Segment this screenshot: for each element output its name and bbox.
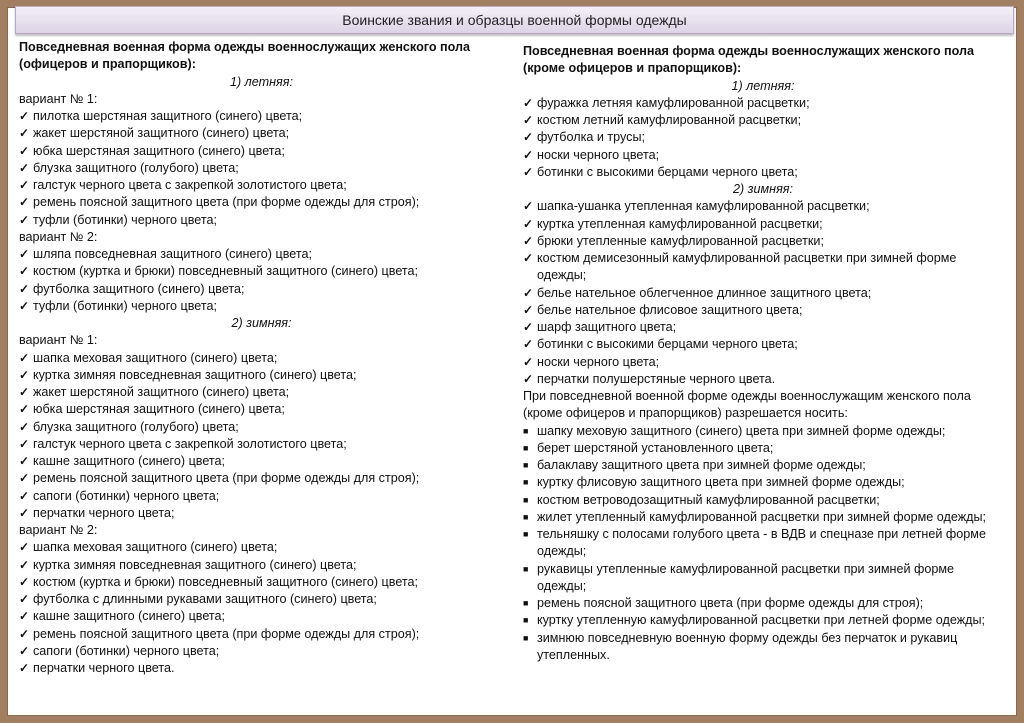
left-summer-v1-list bbox=[19, 108, 504, 229]
checkmark-icon: ✓ bbox=[19, 505, 30, 520]
list-item bbox=[523, 457, 1003, 474]
slide-title-bar bbox=[15, 6, 1014, 34]
left-winter-v1-label: вариант № 1: bbox=[19, 333, 98, 348]
list-item-text: перчатки черного цвета; bbox=[33, 505, 175, 520]
list-item bbox=[523, 319, 1003, 336]
checkmark-icon: ✓ bbox=[19, 281, 30, 296]
list-item-text: жилет утепленный камуфлированной расцветки при зимней форме одежды; bbox=[537, 509, 987, 524]
list-item bbox=[19, 643, 504, 660]
list-item bbox=[523, 630, 1003, 665]
checkmark-icon: ✓ bbox=[523, 113, 534, 127]
list-item-text: шарф защитного цвета; bbox=[537, 320, 677, 334]
checkmark-icon: ✓ bbox=[19, 592, 30, 606]
list-item-text: сапоги (ботинки) черного цвета; bbox=[33, 643, 220, 658]
square-bullet-icon: ■ bbox=[523, 632, 529, 643]
checkmark-icon: ✓ bbox=[523, 285, 534, 300]
list-item-text: кашне защитного (синего) цвета; bbox=[33, 609, 226, 624]
checkmark-icon: ✓ bbox=[19, 626, 30, 641]
square-bullet-icon: ■ bbox=[523, 529, 529, 539]
list-item-text: перчатки черного цвета. bbox=[33, 661, 175, 675]
list-item bbox=[19, 246, 504, 263]
list-item-text: ремень поясной защитного цвета (при форме одежды для строя); bbox=[537, 596, 924, 610]
list-item bbox=[523, 526, 1003, 561]
list-item-text: шапка меховая защитного (синего) цвета; bbox=[33, 540, 278, 555]
list-item-text: куртку флисовую защитного цвета при зимней форме одежды; bbox=[537, 475, 905, 490]
list-item-text: носки черного цвета; bbox=[537, 354, 660, 369]
list-item-text: перчатки полушерстяные черного цвета. bbox=[537, 371, 776, 386]
list-item bbox=[19, 263, 504, 280]
list-item-text: фуражка летняя камуфлированной расцветки; bbox=[537, 95, 810, 110]
list-item-text: туфли (ботинки) черного цвета; bbox=[33, 212, 217, 227]
list-item bbox=[19, 660, 504, 677]
checkmark-icon: ✓ bbox=[19, 298, 30, 313]
checkmark-icon: ✓ bbox=[523, 95, 534, 110]
checkmark-icon: ✓ bbox=[19, 402, 30, 417]
list-item bbox=[19, 367, 504, 384]
checkmark-icon: ✓ bbox=[523, 216, 534, 231]
list-item bbox=[19, 436, 504, 453]
list-item-text: белье нательное флисовое защитного цвета; bbox=[537, 302, 803, 317]
list-item bbox=[19, 212, 504, 229]
list-item bbox=[19, 143, 504, 160]
list-item bbox=[523, 147, 1003, 164]
left-column bbox=[19, 39, 504, 677]
square-bullet-icon: ■ bbox=[523, 460, 529, 470]
list-item bbox=[19, 194, 504, 211]
checkmark-icon: ✓ bbox=[523, 320, 534, 334]
list-item bbox=[19, 177, 504, 194]
checkmark-icon: ✓ bbox=[523, 130, 534, 145]
checkmark-icon: ✓ bbox=[19, 454, 30, 468]
list-item bbox=[19, 488, 504, 505]
list-item-text: ботинки с высокими берцами черного цвета; bbox=[537, 164, 798, 179]
slide-title: Воинские звания и образцы военной формы одежды bbox=[342, 12, 687, 28]
list-item bbox=[523, 302, 1003, 319]
list-item-text: футболка защитного (синего) цвета; bbox=[33, 281, 245, 296]
checkmark-icon: ✓ bbox=[523, 251, 534, 265]
list-item-text: брюки утепленные камуфлированной расцветки; bbox=[537, 233, 824, 248]
checkmark-icon: ✓ bbox=[523, 199, 534, 214]
square-bullet-icon: ■ bbox=[523, 425, 529, 436]
list-item-text: балаклаву защитного цвета при зимней форме одежды; bbox=[537, 458, 866, 472]
list-item-text: галстук черного цвета с закрепкой золотистого цвета; bbox=[33, 436, 347, 451]
list-item bbox=[523, 371, 1003, 388]
square-bullet-icon: ■ bbox=[523, 615, 529, 626]
list-item bbox=[19, 419, 504, 436]
list-item bbox=[19, 298, 504, 315]
checkmark-icon: ✓ bbox=[19, 367, 30, 382]
checkmark-icon: ✓ bbox=[19, 661, 30, 675]
list-item-text: блузка защитного (голубого) цвета; bbox=[33, 419, 239, 434]
list-item-text: берет шерстяной установленного цвета; bbox=[537, 440, 774, 455]
list-item-text: жакет шерстяной защитного (синего) цвета; bbox=[33, 126, 290, 141]
list-item bbox=[19, 574, 504, 591]
list-item bbox=[19, 591, 504, 608]
checkmark-icon: ✓ bbox=[19, 264, 30, 279]
left-winter-v1-list bbox=[19, 350, 504, 523]
checkmark-icon: ✓ bbox=[19, 126, 30, 141]
left-heading: Повседневная военная форма одежды военнослужащих женского пола (офицеров и прапорщиков): bbox=[19, 40, 471, 72]
list-item bbox=[523, 474, 1003, 491]
checkmark-icon: ✓ bbox=[19, 557, 30, 572]
square-bullet-icon: ■ bbox=[523, 442, 529, 453]
list-item bbox=[19, 626, 504, 643]
list-item bbox=[523, 233, 1003, 250]
left-winter-label: 2) зимняя: bbox=[231, 316, 292, 330]
square-bullet-icon: ■ bbox=[523, 477, 529, 488]
list-item-text: куртка утепленная камуфлированной расцветки; bbox=[537, 216, 823, 231]
left-summer-label: 1) летняя: bbox=[229, 74, 294, 89]
list-item bbox=[523, 561, 1003, 596]
list-item-text: белье нательное облегченное длинное защитного цвета; bbox=[537, 285, 872, 300]
left-winter-v2-list bbox=[19, 539, 504, 677]
list-item-text: футболка с длинными рукавами защитного (синего) цвета; bbox=[33, 592, 377, 606]
list-item-text: шапку меховую защитного (синего) цвета при зимней форме одежды; bbox=[537, 423, 946, 438]
left-winter-v2-label: вариант № 2: bbox=[19, 523, 98, 537]
checkmark-icon: ✓ bbox=[523, 371, 534, 386]
list-item-text: костюм летний камуфлированной расцветки; bbox=[537, 113, 802, 127]
list-item bbox=[19, 470, 504, 487]
list-item bbox=[523, 492, 1003, 509]
square-bullet-icon: ■ bbox=[523, 598, 529, 608]
square-bullet-icon: ■ bbox=[523, 563, 529, 574]
list-item-text: тельняшку с полосами голубого цвета - в ВДВ и спецназе при летней форме одежды; bbox=[537, 527, 986, 559]
checkmark-icon: ✓ bbox=[523, 147, 534, 162]
list-item bbox=[19, 108, 504, 125]
list-item bbox=[523, 250, 1003, 285]
checkmark-icon: ✓ bbox=[19, 419, 30, 434]
list-item bbox=[523, 164, 1003, 181]
checkmark-icon: ✓ bbox=[19, 574, 30, 589]
list-item bbox=[523, 112, 1003, 129]
square-bullet-icon: ■ bbox=[523, 494, 529, 505]
checkmark-icon: ✓ bbox=[19, 160, 30, 175]
list-item-text: ремень поясной защитного цвета (при форме одежды для строя); bbox=[33, 195, 420, 210]
list-item bbox=[523, 129, 1003, 146]
list-item-text: шляпа повседневная защитного (синего) цвета; bbox=[33, 247, 312, 261]
checkmark-icon: ✓ bbox=[19, 540, 30, 555]
list-item bbox=[523, 595, 1003, 612]
list-item-text: зимнюю повседневную военную форму одежды без перчаток и рукавиц утепленных. bbox=[537, 630, 958, 662]
list-item-text: шапка-ушанка утепленная камуфлированной расцветки; bbox=[537, 199, 870, 214]
list-item-text: сапоги (ботинки) черного цвета; bbox=[33, 488, 220, 503]
list-item-text: костюм (куртка и брюки) повседневный защитного (синего) цвета; bbox=[33, 574, 419, 589]
list-item bbox=[19, 384, 504, 401]
right-winter-list bbox=[523, 198, 1003, 388]
checkmark-icon: ✓ bbox=[523, 164, 534, 179]
list-item-text: куртка зимняя повседневная защитного (синего) цвета; bbox=[33, 557, 357, 572]
list-item bbox=[523, 354, 1003, 371]
list-item bbox=[523, 216, 1003, 233]
list-item bbox=[19, 125, 504, 142]
list-item-text: костюм демисезонный камуфлированной расцветки при зимней форме одежды; bbox=[537, 251, 957, 283]
list-item bbox=[19, 608, 504, 625]
right-allowed-list bbox=[523, 423, 1003, 665]
list-item bbox=[523, 95, 1003, 112]
checkmark-icon: ✓ bbox=[523, 233, 534, 248]
list-item-text: юбка шерстяная защитного (синего) цвета; bbox=[33, 143, 285, 158]
checkmark-icon: ✓ bbox=[19, 471, 30, 486]
right-summer-label: 1) летняя: bbox=[731, 78, 795, 93]
checkmark-icon: ✓ bbox=[19, 643, 30, 658]
list-item-text: жакет шерстяной защитного (синего) цвета; bbox=[33, 385, 290, 399]
list-item bbox=[523, 285, 1003, 302]
list-item bbox=[19, 160, 504, 177]
list-item-text: кашне защитного (синего) цвета; bbox=[33, 454, 226, 468]
checkmark-icon: ✓ bbox=[19, 178, 30, 192]
right-heading: Повседневная военная форма одежды военнослужащих женского пола (кроме офицеров и прапорщиков): bbox=[523, 44, 975, 76]
list-item-text: ботинки с высокими берцами черного цвета; bbox=[537, 337, 798, 352]
list-item-text: куртка зимняя повседневная защитного (синего) цвета; bbox=[33, 367, 357, 382]
list-item bbox=[523, 440, 1003, 457]
checkmark-icon: ✓ bbox=[19, 436, 30, 451]
list-item-text: туфли (ботинки) черного цвета; bbox=[33, 298, 217, 313]
list-item bbox=[19, 350, 504, 367]
list-item-text: рукавицы утепленные камуфлированной расцветки при зимней форме одежды; bbox=[537, 561, 955, 593]
list-item bbox=[19, 505, 504, 522]
right-winter-label: 2) зимняя: bbox=[732, 182, 794, 196]
right-column bbox=[523, 43, 1003, 664]
left-summer-v2-label: вариант № 2: bbox=[19, 229, 98, 244]
checkmark-icon: ✓ bbox=[523, 302, 534, 317]
checkmark-icon: ✓ bbox=[19, 609, 30, 624]
checkmark-icon: ✓ bbox=[19, 385, 30, 399]
checkmark-icon: ✓ bbox=[19, 195, 30, 210]
list-item bbox=[19, 281, 504, 298]
list-item-text: пилотка шерстяная защитного (синего) цвета; bbox=[33, 109, 303, 123]
checkmark-icon: ✓ bbox=[19, 109, 30, 123]
list-item-text: ремень поясной защитного цвета (при форме одежды для строя); bbox=[33, 626, 420, 641]
checkmark-icon: ✓ bbox=[523, 354, 534, 369]
list-item bbox=[523, 612, 1003, 629]
list-item-text: галстук черного цвета с закрепкой золотистого цвета; bbox=[33, 178, 347, 192]
list-item-text: юбка шерстяная защитного (синего) цвета; bbox=[33, 402, 285, 417]
list-item bbox=[19, 453, 504, 470]
list-item-text: куртку утепленную камуфлированной расцветки при летней форме одежды; bbox=[537, 613, 986, 628]
list-item bbox=[523, 509, 1003, 526]
list-item-text: ремень поясной защитного цвета (при форме одежды для строя); bbox=[33, 471, 420, 486]
checkmark-icon: ✓ bbox=[523, 337, 534, 352]
checkmark-icon: ✓ bbox=[19, 350, 30, 365]
list-item bbox=[19, 401, 504, 418]
list-item bbox=[523, 336, 1003, 353]
list-item-text: костюм ветроводозащитный камуфлированной расцветки; bbox=[537, 492, 880, 507]
list-item-text: блузка защитного (голубого) цвета; bbox=[33, 160, 239, 175]
list-item bbox=[523, 423, 1003, 440]
square-bullet-icon: ■ bbox=[523, 511, 529, 522]
list-item-text: футболка и трусы; bbox=[537, 130, 646, 145]
list-item bbox=[19, 539, 504, 556]
list-item-text: шапка меховая защитного (синего) цвета; bbox=[33, 350, 278, 365]
checkmark-icon: ✓ bbox=[19, 247, 30, 261]
left-summer-v2-list bbox=[19, 246, 504, 315]
right-summer-list bbox=[523, 95, 1003, 181]
checkmark-icon: ✓ bbox=[19, 143, 30, 158]
checkmark-icon: ✓ bbox=[19, 212, 30, 227]
checkmark-icon: ✓ bbox=[19, 488, 30, 503]
list-item-text: носки черного цвета; bbox=[537, 147, 660, 162]
list-item-text: костюм (куртка и брюки) повседневный защитного (синего) цвета; bbox=[33, 264, 419, 279]
list-item bbox=[19, 557, 504, 574]
right-allowed-intro: При повседневной военной форме одежды военнослужащим женского пола (кроме офицеров и прапорщиков) разрешается носить: bbox=[523, 389, 971, 421]
list-item bbox=[523, 198, 1003, 215]
left-summer-v1-label: вариант № 1: bbox=[19, 91, 98, 106]
